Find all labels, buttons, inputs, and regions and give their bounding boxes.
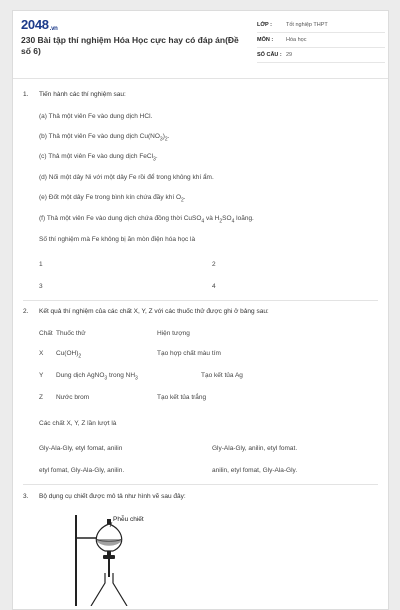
q1-option-a[interactable]: 1 <box>39 261 43 268</box>
receiving-flask <box>91 573 127 606</box>
q1-item-c: (c) Thả một viên Fe vào dung dịch FeCl$_3$. <box>39 153 158 163</box>
q2-table-head-thuoc-thu: Thuốc thử <box>56 330 86 337</box>
q2-prompt: Các chất X, Y, Z lần lượt là <box>39 420 117 427</box>
funnel-stopper <box>107 519 111 524</box>
q2-option-a[interactable]: Gly-Ala-Gly, etyl fomat, anilin <box>39 445 123 452</box>
q2-row-z-hien: Tạo kết tủa trắng <box>157 394 207 401</box>
q1-item-d: (d) Nối một dây Ni với một dây Fe rồi để trong không khí ẩm. <box>39 174 214 181</box>
q2-option-b[interactable]: Gly-Ala-Gly, anilin, etyl fomat. <box>212 445 298 452</box>
q2-row-z-thuoc: Nước brom <box>56 394 90 401</box>
question-1-text: Tiến hành các thí nghiệm sau: <box>39 91 126 98</box>
stand-rod <box>75 515 77 606</box>
figure-label: Phễu chiết <box>113 516 144 523</box>
q2-row-x-hien: Tạo hợp chất màu tím <box>157 350 221 357</box>
q2-row-y-hien: Tạo kết tủa Ag <box>201 372 243 379</box>
divider <box>23 300 378 301</box>
q2-option-c[interactable]: etyl fomat, Gly-Ala-Gly, anilin. <box>39 467 125 474</box>
question-3-text: Bộ dụng cụ chiết được mô tả như hình vẽ sau đây: <box>39 493 186 500</box>
meta-subject: MÔN : Hóa học <box>257 33 385 48</box>
q2-row-x-chat: X <box>39 350 44 357</box>
site-logo[interactable]: 2048.vn <box>21 17 58 32</box>
q1-prompt: Số thí nghiệm mà Fe không bị ăn mòn điện hóa học là <box>39 236 196 243</box>
document-header <box>13 11 388 79</box>
question-2-text: Kết quả thí nghiệm của các chất X, Y, Z với các thuốc thử được ghi ở bảng sau: <box>39 308 269 315</box>
q1-item-a: (a) Thả một viên Fe vào dung dịch HCl. <box>39 113 153 120</box>
meta-grade: LỚP : Tốt nghiệp THPT <box>257 18 385 33</box>
q2-row-y-thuoc: Dung dịch AgNO$_3$ trong $NH_3$ <box>56 372 138 382</box>
q1-item-e: (e) Đốt một dây Fe trong bình kín chứa đầy khí $O_2$. <box>39 194 186 204</box>
q2-option-d[interactable]: anilin, etyl fomat, Gly-Ala-Gly. <box>212 467 298 474</box>
funnel-body <box>96 524 121 551</box>
q2-row-x-thuoc: $Cu(OH)_2$ <box>56 350 82 360</box>
q1-option-b[interactable]: 2 <box>212 261 216 268</box>
funnel-stem <box>108 559 110 577</box>
stopcock-icon <box>103 555 115 559</box>
q2-table-head-hien-tuong: Hiện tượng <box>157 330 190 337</box>
document-title: 230 Bài tập thí nghiệm Hóa Học cực hay có đáp án(Đề số 6) <box>21 35 239 56</box>
document-sheet: 2048.vn 230 Bài tập thí nghiệm Hóa Học cực hay có đáp án(Đề số 6) LỚP : Tốt nghiệp THPT MÔN : Hóa học SỐ CÂU : 29 1. Tiến hành các thí nghiệm sau: (a) Thả một viên Fe vào dung dịch HCl. (b) Thả một viên Fe vào dung dịch $Cu(NO_3)_2$. (c) Thả một viên Fe vào dung dịch FeCl$_3$. (d) Nối một dây Ni với một dây Fe rồi để trong không khí ẩm. (e) Đốt một dây Fe trong bình kín chứa đầy khí $O_2$. (f) Thả một viên Fe vào dung dịch chứa đồng thời CuSO$_4$ và $H_2SO_4$ loãng. Số thí nghiệm mà Fe không bị ăn mòn điện hóa học là 1 2 3 4 2. Kết quả thí nghiệm của các chất X, Y, Z với các thuốc thử được ghi ở bảng sau: Chất Thuốc thử Hiện tượng X $Cu(OH)_2$ Tạo hợp chất màu tím Y Dung dịch AgNO$_3$ trong $NH_3$ Tạo kết tủa Ag Z Nước brom Tạo kết tủa trắng Các chất X, Y, Z lần lượt là Gly-Ala-Gly, etyl fomat, anilin Gly-Ala-Gly, anilin, etyl fomat. etyl fomat, Gly-Ala-Gly, anilin. anilin, etyl fomat, Gly-Ala-Gly. 3. Bộ dụng cụ chiết được mô tả như hình vẽ sau đây: Phễu chiết <box>12 10 389 610</box>
q2-row-z-chat: Z <box>39 394 43 401</box>
divider <box>23 484 378 485</box>
q1-item-b: (b) Thả một viên Fe vào dung dịch $Cu(NO_3)_2$. <box>39 133 170 143</box>
q2-table-head-chat: Chất <box>39 330 53 337</box>
q1-option-d[interactable]: 4 <box>212 283 216 290</box>
q2-row-y-chat: Y <box>39 372 44 379</box>
separatory-funnel-figure <box>65 511 175 606</box>
q1-option-c[interactable]: 3 <box>39 283 43 290</box>
q1-item-f: (f) Thả một viên Fe vào dung dịch chứa đồng thời CuSO$_4$ và $H_2SO_4$ loãng. <box>39 215 254 225</box>
document-meta <box>257 18 385 63</box>
meta-question-count: SỐ CÂU : 29 <box>257 48 385 63</box>
